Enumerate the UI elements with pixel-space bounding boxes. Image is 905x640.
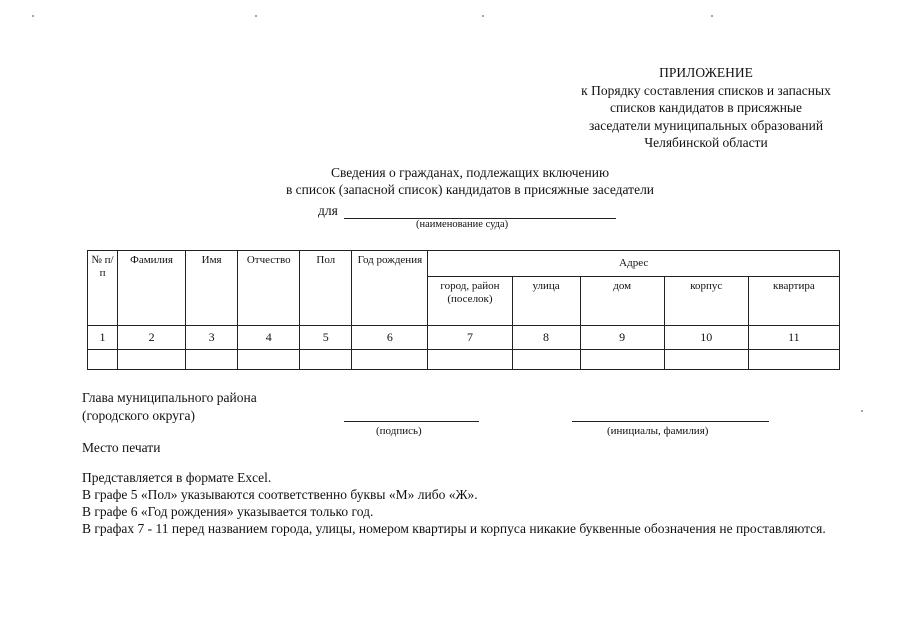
appendix-line: к Порядку составления списков и запасных [581,82,831,98]
scan-speck [32,15,34,17]
heading-line: в список (запасной список) кандидатов в присяжные заседатели [285,182,655,197]
table-cell [428,349,512,369]
column-number: 10 [664,325,748,349]
appendix-line: заседатели муниципальных образований [588,117,824,133]
header-sex: Пол [300,251,352,326]
scan-speck [255,15,257,17]
initials-caption: (инициалы, фамилия) [607,425,709,437]
table-cell [118,349,186,369]
header-patronymic: Отчество [238,251,300,326]
header-house: дом [580,277,664,325]
column-number: 6 [352,325,428,349]
column-number: 8 [512,325,580,349]
note-line: В графах 7 - 11 перед названием города, улицы, номером квартиры и корпуса никакие буквенные обозначения не проставляются. [82,521,826,536]
table-cell [580,349,664,369]
table-cell [352,349,428,369]
header-num: № п/п [88,251,118,326]
header-building: корпус [664,277,748,325]
head-title-line: (городского округа) [82,408,196,423]
head-signature-label [82,389,257,425]
scan-speck [711,15,713,17]
document-heading [240,164,700,198]
court-caption: (наименование суда) [416,219,509,230]
heading-line: Сведения о гражданах, подлежащих включению [330,165,610,180]
column-number: 5 [300,325,352,349]
header-birth-year: Год рождения [352,251,428,326]
appendix-line: Челябинской области [644,135,768,150]
head-title-line: Глава муниципального района [82,390,257,405]
table-cell [186,349,238,369]
table-cell [238,349,300,369]
header-city: город, район (поселок) [428,277,512,325]
table-cell [88,349,118,369]
appendix-block [556,64,856,152]
empty-data-row [88,349,840,369]
table-cell [748,349,839,369]
table-cell [664,349,748,369]
column-number: 11 [748,325,839,349]
column-number: 9 [580,325,664,349]
header-name: Имя [186,251,238,326]
note-line: Представляется в формате Excel. [82,470,272,485]
scan-speck [861,410,863,412]
column-number: 1 [88,325,118,349]
column-number: 7 [428,325,512,349]
table-cell [512,349,580,369]
table-cell [300,349,352,369]
court-name-blank [344,206,616,219]
note-line: В графе 6 «Год рождения» указывается только год. [82,504,374,519]
header-address: Адрес [428,251,840,277]
for-label: для [318,203,338,218]
signature-blank [344,421,479,422]
appendix-line: списков кандидатов в присяжные [610,100,802,115]
signature-caption: (подпись) [376,425,422,437]
column-number: 3 [186,325,238,349]
column-number-row [88,325,840,349]
court-line [318,203,616,219]
seal-place: Место печати [82,440,161,455]
header-street: улица [512,277,580,325]
header-surname: Фамилия [118,251,186,326]
note-line: В графе 5 «Пол» указываются соответственно буквы «М» либо «Ж». [82,487,478,502]
notes-block [82,469,862,537]
appendix-title: ПРИЛОЖЕНИЕ [659,65,753,80]
initials-blank [572,421,769,422]
candidates-table [87,250,840,370]
column-number: 2 [118,325,186,349]
column-number: 4 [238,325,300,349]
scan-speck [482,15,484,17]
header-apartment: квартира [748,277,839,325]
